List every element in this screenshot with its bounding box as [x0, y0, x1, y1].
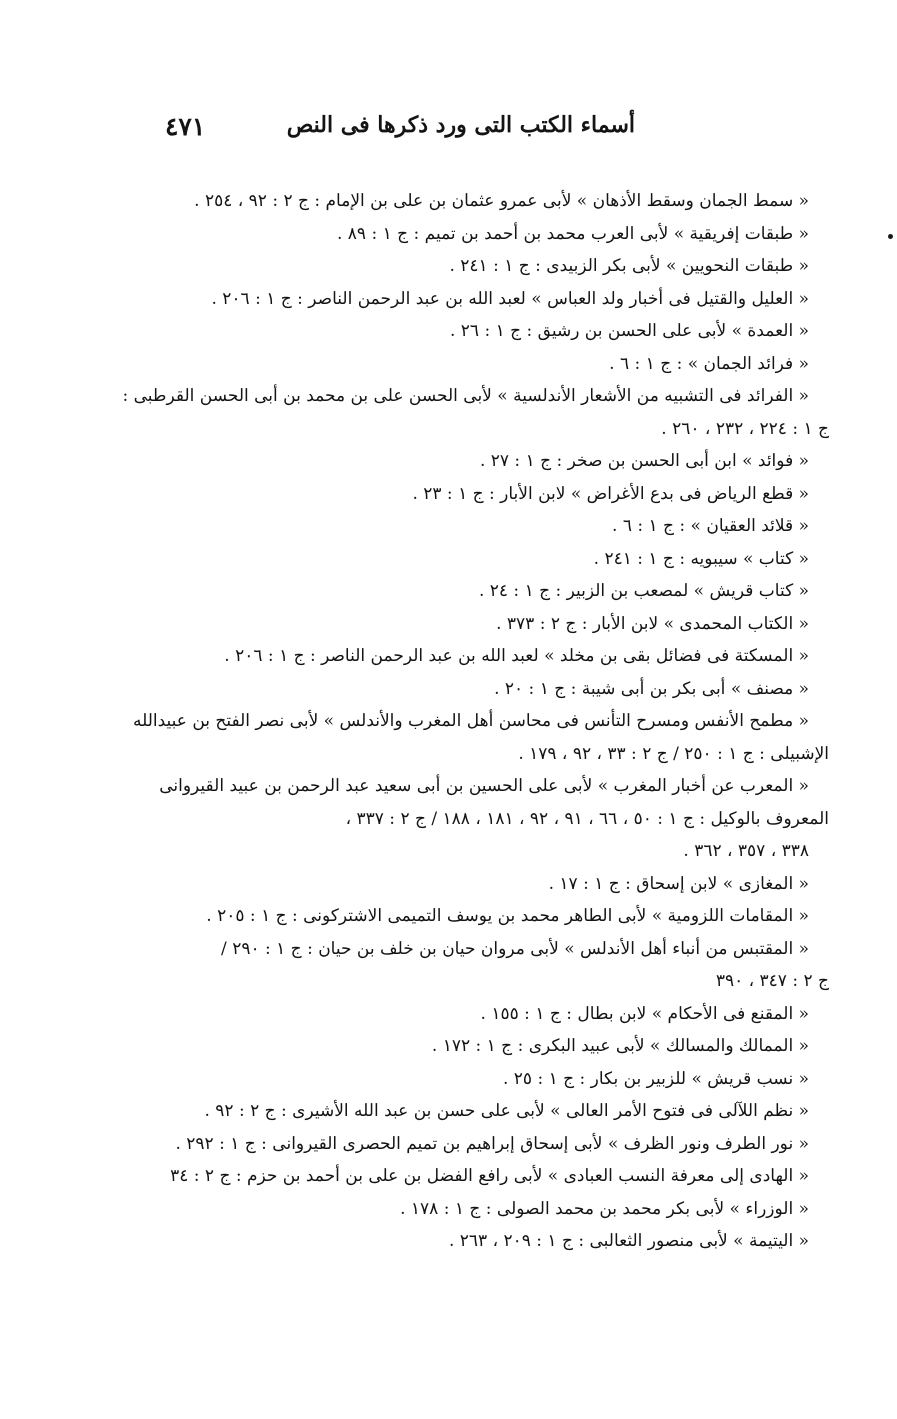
book-entry-line: « اليتيمة » لأبى منصور الثعالبى : ج ١ : ٢٠٩ ، ٢٦٣ . — [448, 1231, 809, 1251]
book-entry-line: « العليل والقتيل فى أخبار ولد العباس » لعبد الله بن عبد الرحمن الناصر : ج ١ : ٢٠٦ . — [211, 288, 809, 309]
book-entry-line: « مطمح الأنفس ومسرح التأنس فى محاسن أهل المغرب والأندلس » لأبى نصر الفتح بن عبيدالله — [132, 711, 809, 731]
book-entry-line: « المعرب عن أخبار المغرب » لأبى على الحسين بن أبى سعيد عبد الرحمن بن عبيد القيروانى — [159, 776, 809, 796]
book-entry-line: « نور الطرف ونور الظرف » لأبى إسحاق إبراهيم بن تميم الحصرى القيروانى : ج ١ : ٢٩٢ . — [175, 1133, 809, 1154]
margin-dot — [888, 234, 893, 239]
entry-continuation-line: الإشبيلى : ج ١ : ٢٥٠ / ج ٢ : ٣٣ ، ٩٢ ، ١٧٩ . — [518, 743, 829, 764]
book-entry-line: « الكتاب المحمدى » لابن الأبار : ج ٢ : ٣٧٣ . — [496, 613, 809, 634]
book-entry-line: « فرائد الجمان » : ج ١ : ٦ . — [609, 353, 809, 374]
book-entry-line: « كتاب قريش » لمصعب بن الزبير : ج ١ : ٢٤ . — [478, 581, 809, 601]
book-list — [122, 185, 829, 1258]
book-entry-line: « العمدة » لأبى على الحسن بن رشيق : ج ١ : ٢٦ . — [449, 321, 809, 341]
running-title: أسماء الكتب التى ورد ذكرها فى النص — [286, 112, 635, 138]
book-entry-line: « مصنف » أبى بكر بن أبى شيبة : ج ١ : ٢٠ . — [494, 678, 809, 699]
book-entry-line: « المسكتة فى فضائل بقى بن مخلد » لعبد الله بن عبد الرحمن الناصر : ج ١ : ٢٠٦ . — [224, 646, 809, 666]
book-entry-line: « قطع الرياض فى بدع الأغراض » لابن الأبار : ج ١ : ٢٣ . — [412, 483, 809, 504]
book-entry-line: « الهادى إلى معرفة النسب العبادى » لأبى رافع الفضل بن على بن أحمد بن حزم : ج ٢ : ٣٤ — [170, 1166, 809, 1186]
book-entry-line: « نظم اللآلى فى فتوح الأمر العالى » لأبى على حسن بن عبد الله الأشيرى : ج ٢ : ٩٢ . — [204, 1101, 809, 1121]
page-header — [165, 112, 635, 152]
book-entry-line: « نسب قريش » للزبير بن بكار : ج ١ : ٢٥ . — [502, 1068, 809, 1089]
book-entry-line: « الفرائد فى التشبيه من الأشعار الأندلسية » لأبى الحسن على بن محمد بن أبى الحسن القرطبى : — [122, 386, 809, 406]
entry-continuation-line: المعروف بالوكيل : ج ١ : ٥٠ ، ٦٦ ، ٩١ ، ٩٢ ، ١٨١ ، ١٨٨ / ج ٢ : ٣٣٧ ، — [345, 808, 829, 829]
page-number: ٤٧١ — [165, 112, 206, 141]
book-entry-line: « الوزراء » لأبى بكر محمد بن محمد الصولى : ج ١ : ١٧٨ . — [400, 1198, 809, 1219]
book-entry-line: « طبقات النحويين » لأبى بكر الزبيدى : ج ١ : ٢٤١ . — [449, 256, 809, 276]
book-entry-line: « قلائد العقيان » : ج ١ : ٦ . — [612, 516, 809, 536]
book-entry-line: ٣٣٨ ، ٣٥٧ ، ٣٦٢ . — [683, 841, 809, 861]
book-entry-line: « سمط الجمان وسقط الأذهان » لأبى عمرو عثمان بن على بن الإمام : ج ٢ : ٩٢ ، ٢٥٤ . — [194, 191, 809, 211]
book-entry-line: « المقتبس من أنباء أهل الأندلس » لأبى مروان حيان بن خلف بن حيان : ج ١ : ٢٩٠ / — [221, 938, 809, 959]
book-entry-line: « المقنع فى الأحكام » لابن بطال : ج ١ : ١٥٥ . — [480, 1003, 809, 1024]
book-entry-line: « المقامات اللزومية » لأبى الطاهر محمد بن يوسف التميمى الاشتركونى : ج ١ : ٢٠٥ . — [206, 906, 809, 926]
book-entry-line: « المغازى » لابن إسحاق : ج ١ : ١٧ . — [548, 873, 809, 894]
entry-continuation-line: ج ١ : ٢٢٤ ، ٢٣٢ ، ٢٦٠ . — [661, 418, 829, 439]
book-entry-line: « الممالك والمسالك » لأبى عبيد البكرى : ج ١ : ١٧٢ . — [431, 1036, 809, 1056]
entry-continuation-line: ج ٢ : ٣٤٧ ، ٣٩٠ — [715, 971, 829, 991]
book-entry-line: « كتاب » سيبويه : ج ١ : ٢٤١ . — [593, 548, 809, 569]
book-entry-line: « طبقات إفريقية » لأبى العرب محمد بن أحمد بن تميم : ج ١ : ٨٩ . — [336, 223, 809, 244]
book-entry-line: « فوائد » ابن أبى الحسن بن صخر : ج ١ : ٢٧ . — [479, 451, 809, 471]
